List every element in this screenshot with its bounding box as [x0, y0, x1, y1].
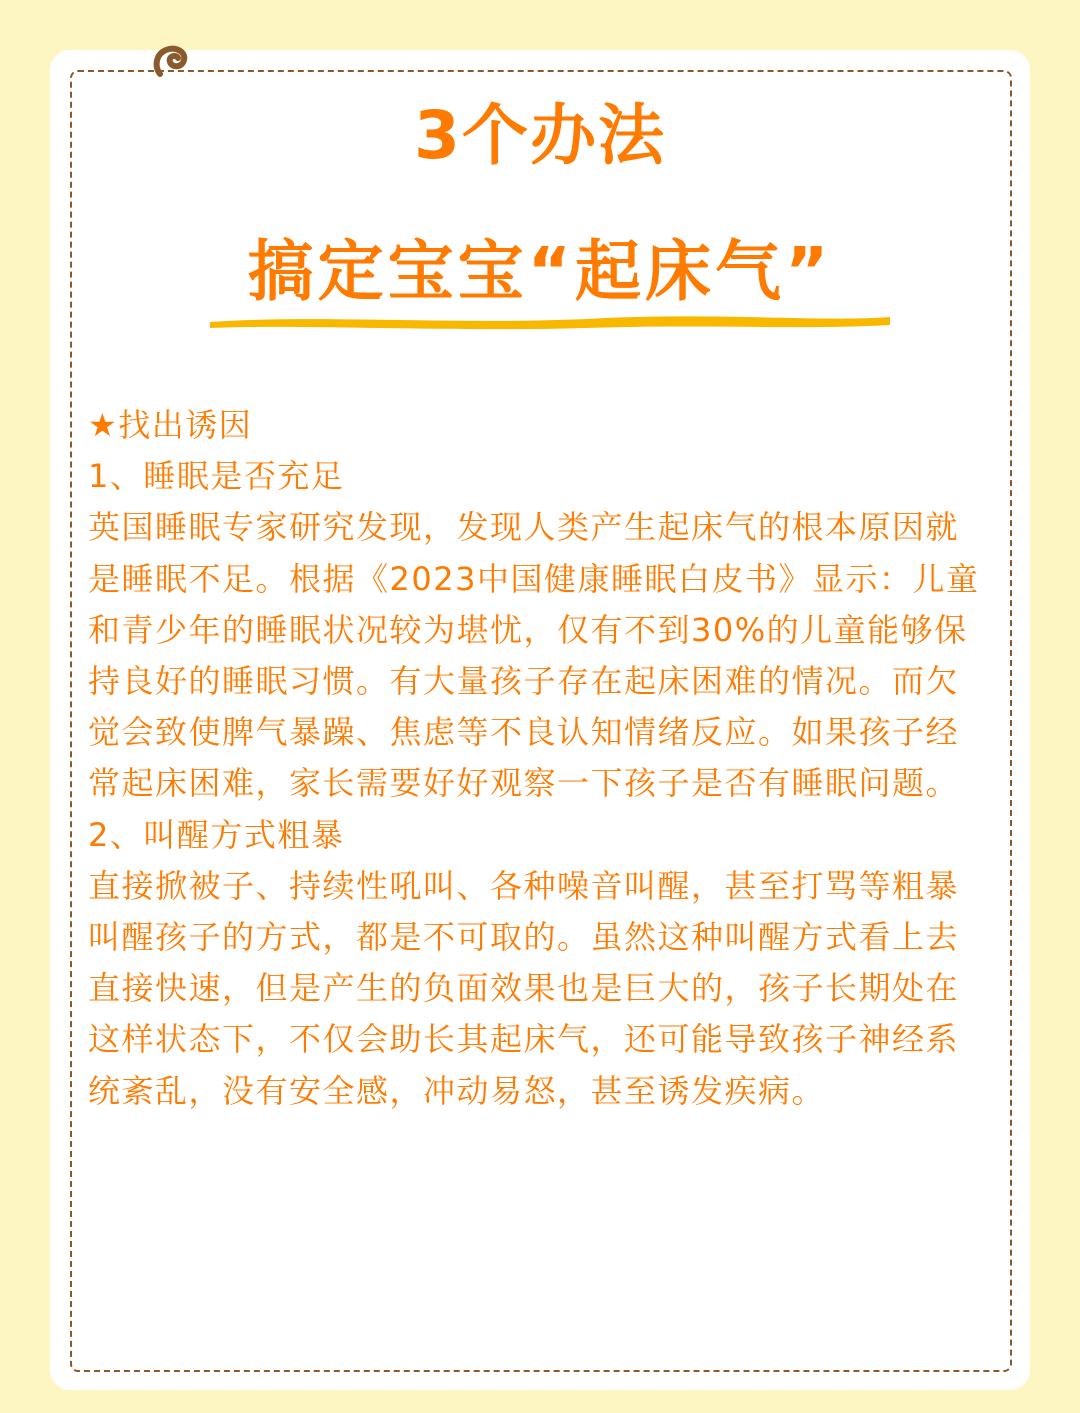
item-2-heading: 2、叫醒方式粗暴 — [88, 815, 345, 854]
paperclip-icon — [150, 40, 194, 84]
title-line-2: 搞定宝宝“起床气” — [247, 233, 833, 310]
section-heading: ★找出诱因 — [88, 406, 253, 444]
item-1-body: 英国睡眠专家研究发现，发现人类产生起床气的根本原因就是睡眠不足。根据《2023中国健康睡眠白皮书》显示：儿童和青少年的睡眠状况较为堪忧，仅有不到30%的儿童能够保持良好的睡眠习惯。有大量孩子存在起床困难的情况。而欠觉会致使脾气暴躁、焦虑等不良认知情绪反应。如果孩子经常起床困难，家长需要好好观察一下孩子是否有睡眠问题。 — [88, 508, 980, 803]
title-highlight-stroke — [206, 308, 894, 332]
title-line-1: 3个办法 — [414, 97, 666, 174]
item-1-heading: 1、睡眠是否充足 — [88, 457, 345, 496]
article-body — [88, 400, 988, 1117]
item-2-body: 直接掀被子、持续性吼叫、各种噪音叫醒，甚至打骂等粗暴叫醒孩子的方式，都是不可取的。虽然这种叫醒方式看上去直接快速，但是产生的负面效果也是巨大的，孩子长期处在这样状态下，不仅会助长其起床气，还可能导致孩子神经系统紊乱，没有安全感，冲动易怒，甚至诱发疾病。 — [88, 866, 960, 1110]
